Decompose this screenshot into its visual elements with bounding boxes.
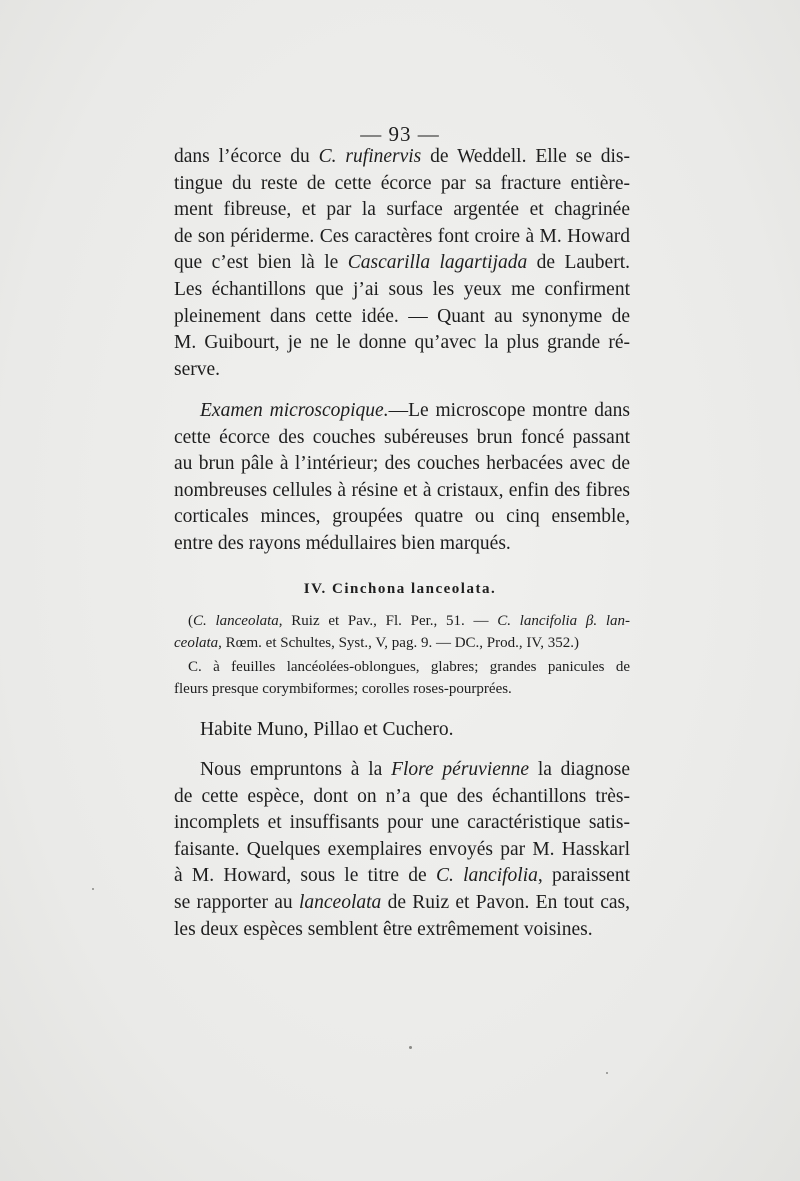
section-title: Cinchona lanceolata. — [332, 581, 497, 597]
text-line: dans l’écorce du C. rufinervis de Weddell. Elle se dis- — [174, 146, 630, 167]
text-line: cette écorce des couches subéreuses brun foncé passant — [174, 426, 630, 448]
text-line: ment fibreuse, et par la surface argentée et chagrinée — [174, 199, 630, 221]
text-line: incomplets et insuffisants pour une caractéristique satis- — [174, 812, 630, 834]
paragraph-flore-peruvienne — [174, 757, 630, 943]
text-line: (C. lanceolata, Ruiz et Pav., Fl. Per., 51. — C. lancifolia β. lan- — [188, 613, 630, 629]
text-line: ceolata, Rœm. et Schultes, Syst., V, pag. 9. — DC., Prod., IV, 352.) — [174, 635, 580, 652]
habitat-line: Habite Muno, Pillao et Cuchero. — [200, 719, 454, 740]
text-line: au brun pâle à l’intérieur; des couches herbacées avec de — [174, 453, 630, 475]
text-line: faisante. Quelques exemplaires envoyés par M. Hasskarl — [174, 838, 630, 860]
text-line: pleinement dans cette idée. — Quant au synonyme de — [174, 305, 630, 327]
text-fragment: —Le microscope montre dans — [388, 400, 630, 421]
text-line: à M. Howard, sous le titre de C. lancifolia, paraissent — [174, 865, 630, 887]
text-line: nombreuses cellules à résine et à cristaux, enfin des fibres — [174, 479, 630, 501]
paragraph-microscopic-exam — [174, 398, 630, 558]
page-number: — 93 — — [360, 122, 440, 146]
text-line: M. Guibourt, je ne le donne qu’avec la plus grande ré- — [174, 332, 630, 354]
text-line: de cette espèce, dont on n’a que des échantillons très- — [174, 785, 630, 807]
text-line — [174, 398, 630, 425]
text-line: entre des rayons médullaires bien marqués. — [174, 532, 511, 554]
species-name: lanceolata — [298, 891, 382, 913]
short-description — [174, 656, 630, 701]
section-numeral: IV. — [303, 581, 327, 597]
paper-speck — [92, 888, 94, 890]
text-line: Les échantillons que j’ai sous les yeux me confirment — [174, 278, 630, 300]
subheading-microscopic: Examen microscopique. — [200, 400, 389, 421]
paragraph-weddell-comparison — [174, 144, 630, 383]
text-line: tingue du reste de cette écorce par sa fracture entière- — [174, 172, 630, 194]
text-line: que c’est bien là le Cascarilla lagartijada de Laubert. — [174, 252, 630, 274]
species-name: C. rufinervis — [318, 146, 422, 167]
paper-speck — [409, 1046, 412, 1049]
book-title: Flore péruvienne — [391, 759, 530, 780]
text-line: de son périderme. Ces caractères font croire à M. Howard — [174, 225, 630, 247]
text-line: C. à feuilles lancéolées-oblongues, glabres; grandes panicules de — [188, 659, 630, 675]
species-name: C. lancifolia — [435, 865, 538, 887]
species-name: Cascarilla lagartijada — [347, 252, 528, 274]
text-line: corticales minces, groupées quatre ou cinq ensemble, — [174, 506, 630, 528]
text-line: serve. — [174, 358, 221, 380]
text-line: les deux espèces semblent être extrêmement voisines. — [174, 918, 593, 940]
text-line: Nous empruntons à la Flore péruvienne la diagnose — [200, 759, 630, 780]
section-heading — [0, 581, 800, 598]
paper-speck — [606, 1072, 608, 1074]
text-line: fleurs presque corymbiformes; corolles roses-pourprées. — [174, 681, 512, 698]
synonymy-block — [174, 610, 630, 655]
text-line: se rapporter au lanceolata de Ruiz et Pavon. En tout cas, — [174, 891, 631, 913]
